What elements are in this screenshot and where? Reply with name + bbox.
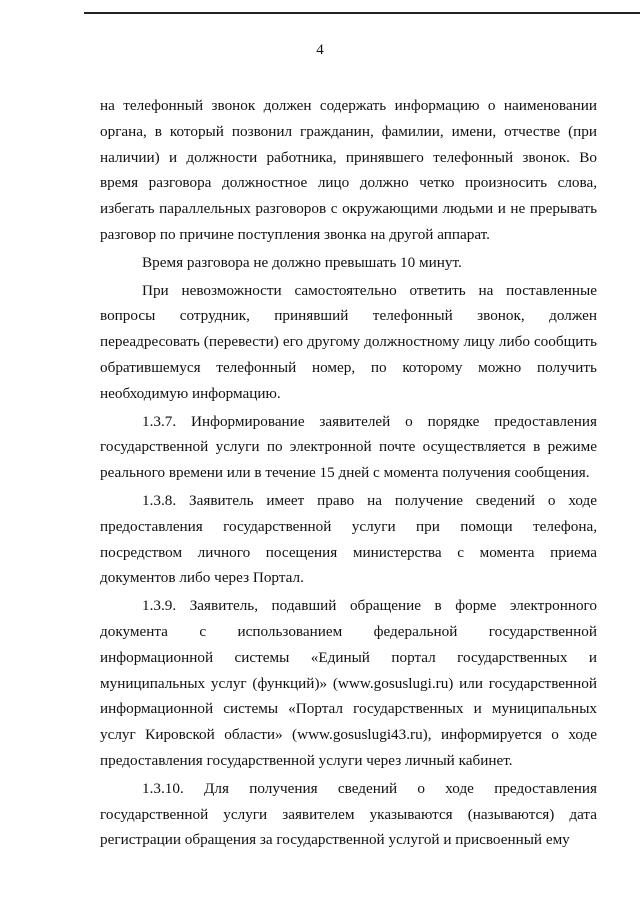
paragraph-1-3-8: 1.3.8. Заявитель имеет право на получение сведений о ходе предоставления государственной услуги при помощи телефона, посредством личного посещения министерства с момента приема документов либо через Портал. xyxy=(100,491,597,587)
paragraph-call-redirect: При невозможности самостоятельно ответить на поставленные вопросы сотрудник, принявший телефонный звонок, должен переадресовать (перевести) его другому должностному лицу либо сообщить обратившемуся телефонный номер, по которому можно получить необходимую информацию. xyxy=(100,281,597,402)
paragraph-continuation: на телефонный звонок должен содержать информацию о наименовании органа, в который позвонил гражданин, фамилии, имени, отчестве (при наличии) и должности работника, принявшего телефонный звонок. Во время разговора должностное лицо должно четко произносить слова, избегать параллельных разговоров с окружающими людьми и не прерывать разговор по причине поступления звонка на другой аппарат. xyxy=(100,97,597,243)
paragraph-call-duration: Время разговора не должно превышать 10 минут. xyxy=(142,253,462,271)
document-body xyxy=(100,93,597,853)
paragraph-1-3-7: 1.3.7. Информирование заявителей о порядке предоставления государственной услуги по электронной почте осуществляется в режиме реального времени или в течение 15 дней с момента получения сообщения. xyxy=(100,412,597,482)
paragraph-1-3-10: 1.3.10. Для получения сведений о ходе предоставления государственной услуги заявителем указываются (называются) дата регистрации обращения за государственной услугой и присвоенный ему xyxy=(100,779,597,849)
top-border-line xyxy=(84,12,640,14)
page-number: 4 xyxy=(316,42,324,58)
paragraph-1-3-9: 1.3.9. Заявитель, подавший обращение в форме электронного документа с использованием федеральной государственной информационной системы «Единый портал государственных и муниципальных услуг (функций)» (www.gosuslugi.ru) или государственной информационной системы «Портал государственных и муниципальных услуг Кировской области» (www.gosuslugi43.ru), информируется о ходе предоставления государственной услуги через личный кабинет. xyxy=(100,597,597,769)
